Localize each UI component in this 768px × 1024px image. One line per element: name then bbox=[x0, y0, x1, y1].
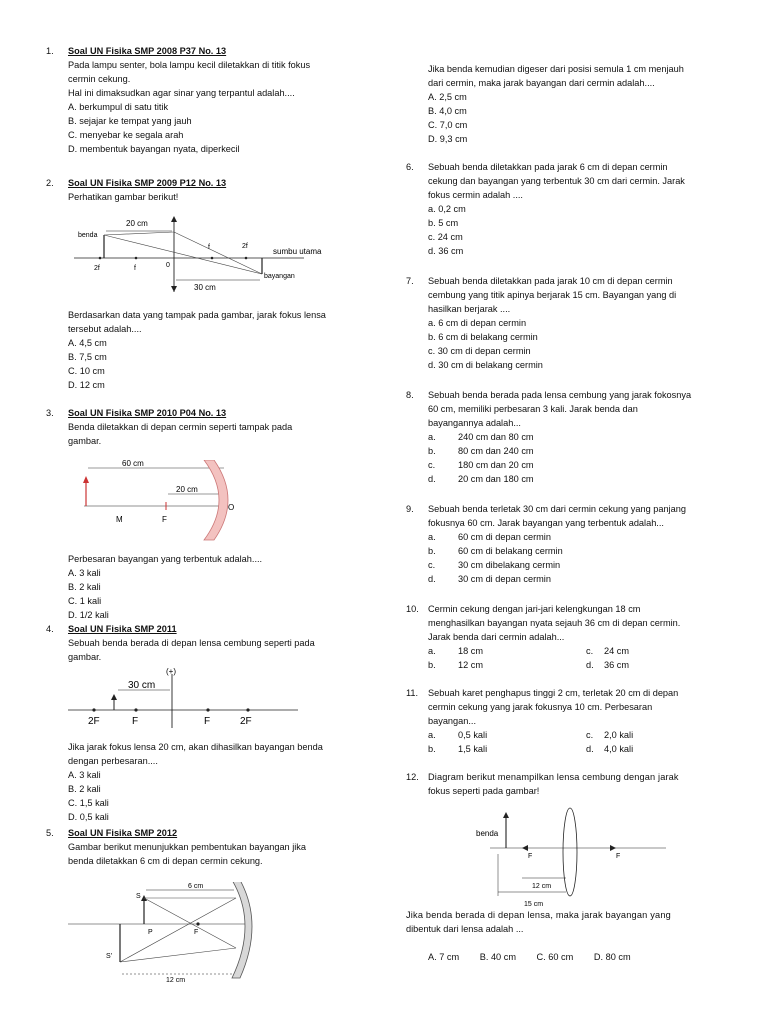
question-text: menghasilkan bayangan nyata sejauh 36 cm di depan cermin. bbox=[428, 618, 681, 628]
vertex-label: O bbox=[228, 503, 235, 512]
question-text: Sebuah benda diletakkan pada jarak 10 cm di depan cermin bbox=[428, 276, 673, 286]
option-text: 240 cm dan 80 cm bbox=[458, 432, 534, 442]
option-c bbox=[428, 558, 686, 572]
option-d bbox=[428, 472, 691, 486]
distance-label: 20 cm bbox=[126, 219, 148, 228]
option-letter: d. bbox=[586, 744, 594, 754]
option-text: 30 cm di depan cermin bbox=[458, 574, 551, 584]
question-text: tersebut adalah.... bbox=[68, 324, 142, 334]
option-b: B. 2 kali bbox=[68, 784, 101, 794]
option-c: C. 1,5 kali bbox=[68, 798, 109, 808]
question-text: Benda diletakkan di depan cermin seperti tampak pada bbox=[68, 422, 293, 432]
axis-label: sumbu utama bbox=[273, 247, 322, 256]
option-a: a. 6 cm di depan cermin bbox=[428, 318, 527, 328]
option-text: 1,5 kali bbox=[458, 744, 488, 754]
option-text: 180 cm dan 20 cm bbox=[458, 460, 534, 470]
option-d: D. membentuk bayangan nyata, diperkecil bbox=[68, 144, 240, 154]
question-text: Diagram berikut menampilkan lensa cembung dengan jarak bbox=[428, 772, 679, 782]
image-label: S' bbox=[106, 953, 113, 960]
question-text: 60 cm, memiliki perbesaran 3 kali. Jarak benda dan bbox=[428, 404, 638, 414]
option-text: 2,0 kali bbox=[604, 730, 634, 740]
question-number: 6. bbox=[406, 162, 414, 172]
question-text: Pada lampu senter, bola lampu kecil diletakkan di titik fokus bbox=[68, 60, 311, 70]
option-text: 0,5 kali bbox=[458, 730, 488, 740]
question-text: Cermin cekung dengan jari-jari kelengkungan 18 cm bbox=[428, 604, 641, 614]
option-b bbox=[428, 742, 586, 756]
question-text: fokus seperti pada gambar! bbox=[428, 786, 540, 796]
question-text: Perbesaran bayangan yang terbentuk adalah.... bbox=[68, 554, 263, 564]
focus-label: F bbox=[132, 716, 139, 727]
option-a: a. 0,2 cm bbox=[428, 204, 466, 214]
option-c bbox=[586, 646, 629, 656]
focus-label: F bbox=[528, 853, 533, 860]
question-text: benda diletakkan 6 cm di depan cermin cekung. bbox=[68, 856, 263, 866]
option-text: 36 cm bbox=[604, 660, 630, 670]
question-number: 2. bbox=[46, 178, 54, 188]
question-number: 11. bbox=[406, 688, 419, 698]
option-a bbox=[428, 430, 691, 444]
question-title: Soal UN Fisika SMP 2012 bbox=[68, 828, 178, 838]
option-d bbox=[586, 744, 633, 754]
option-letter: a. bbox=[428, 730, 436, 740]
center-label: M bbox=[116, 515, 123, 524]
option-letter: a. bbox=[428, 432, 436, 442]
option-a bbox=[428, 644, 586, 658]
lens-diagram-q4 bbox=[68, 666, 308, 728]
option-a: A. 4,5 cm bbox=[68, 338, 107, 348]
question-text: Gambar berikut menunjukkan pembentukan bayangan jika bbox=[68, 842, 307, 852]
question-text: dari cermin, maka jarak bayangan dari cermin adalah.... bbox=[428, 78, 655, 88]
option-text: 60 cm di belakang cermin bbox=[458, 546, 563, 556]
question-text: gambar. bbox=[68, 652, 102, 662]
option-text: 12 cm bbox=[458, 660, 484, 670]
2f-label: 2f bbox=[242, 243, 248, 250]
distance-label: 6 cm bbox=[188, 883, 204, 890]
question-text: Jarak benda dari cermin adalah... bbox=[428, 632, 565, 642]
focus-label: F bbox=[194, 929, 199, 936]
option-d: d. 36 cm bbox=[428, 246, 464, 256]
option-a bbox=[428, 530, 686, 544]
distance-label: 15 cm bbox=[524, 901, 544, 908]
convex-lens bbox=[563, 808, 577, 896]
question-text: fokusnya 60 cm. Jarak bayangan yang terbentuk adalah... bbox=[428, 518, 664, 528]
question-text: Jika benda kemudian digeser dari posisi semula 1 cm menjauh bbox=[428, 64, 684, 74]
question-text: Sebuah benda berada pada lensa cembung yang jarak fokosnya bbox=[428, 390, 692, 400]
option-d: D. 12 cm bbox=[68, 380, 105, 390]
option-text: 18 cm bbox=[458, 646, 484, 656]
question-title: Soal UN Fisika SMP 2009 P12 No. 13 bbox=[68, 178, 227, 188]
concave-mirror bbox=[232, 882, 252, 978]
lens-sign: (+) bbox=[166, 667, 176, 676]
option-c bbox=[428, 458, 691, 472]
focus-label: F bbox=[204, 716, 211, 727]
option-letter: b. bbox=[428, 744, 436, 754]
option-letter: c. bbox=[586, 646, 594, 656]
option-a: A. 7 cm bbox=[428, 952, 460, 962]
option-text: 4,0 kali bbox=[604, 744, 634, 754]
question-number: 4. bbox=[46, 624, 54, 634]
option-letter: d. bbox=[586, 660, 594, 670]
question-number: 12. bbox=[406, 772, 419, 782]
question-number: 9. bbox=[406, 504, 414, 514]
option-b: B. 40 cm bbox=[479, 952, 516, 962]
question-text: fokus cermin adalah .... bbox=[428, 190, 523, 200]
question-text: bayangannya adalah... bbox=[428, 418, 521, 428]
question-text: Sebuah benda diletakkan pada jarak 6 cm di depan cermin bbox=[428, 162, 668, 172]
option-c: C. 7,0 cm bbox=[428, 120, 468, 130]
mirror-diagram-q5 bbox=[68, 882, 278, 1016]
option-a bbox=[428, 728, 586, 742]
question-text: cermin cekung yang jarak fokusnya 10 cm. Perbesaran bbox=[428, 702, 653, 712]
option-b: b. 6 cm di belakang cermin bbox=[428, 332, 538, 342]
option-d: D. 80 cm bbox=[593, 952, 631, 962]
object-label: benda bbox=[476, 829, 499, 838]
lens-diagram-q12 bbox=[476, 806, 676, 910]
question-number: 1. bbox=[46, 46, 54, 56]
focus-label: f bbox=[208, 244, 210, 251]
question-title: Soal UN Fisika SMP 2010 P04 No. 13 bbox=[68, 408, 227, 418]
option-c: c. 30 cm di depan cermin bbox=[428, 346, 531, 356]
option-d: D. 0,5 kali bbox=[68, 812, 109, 822]
question-12-body bbox=[406, 908, 728, 964]
option-c bbox=[586, 730, 633, 740]
option-a: A. 2,5 cm bbox=[428, 92, 467, 102]
question-text: Berdasarkan data yang tampak pada gambar, jarak fokus lensa bbox=[68, 310, 326, 320]
option-a: A. 3 kali bbox=[68, 770, 101, 780]
option-text: 60 cm di depan cermin bbox=[458, 532, 551, 542]
question-text: Sebuah karet penghapus tinggi 2 cm, terletak 20 cm di depan bbox=[428, 688, 679, 698]
object-label: S bbox=[136, 893, 141, 900]
option-b: B. sejajar ke tempat yang jauh bbox=[68, 116, 192, 126]
option-letter: c. bbox=[428, 560, 436, 570]
option-b: b. 5 cm bbox=[428, 218, 459, 228]
question-number: 5. bbox=[46, 828, 54, 838]
lens-diagram-q2 bbox=[74, 212, 384, 292]
question-text: hasilkan berjarak .... bbox=[428, 304, 511, 314]
option-text: 20 cm dan 180 cm bbox=[458, 474, 534, 484]
image-label: bayangan bbox=[264, 273, 295, 280]
option-a: A. berkumpul di satu titik bbox=[68, 102, 169, 112]
question-title: Soal UN Fisika SMP 2008 P37 No. 13 bbox=[68, 46, 227, 56]
question-number: 3. bbox=[46, 408, 54, 418]
option-letter: d. bbox=[428, 574, 436, 584]
option-c: C. 60 cm bbox=[536, 952, 574, 962]
question-text: Jika jarak fokus lensa 20 cm, akan dihasilkan bayangan benda bbox=[68, 742, 323, 752]
question-text: Sebuah benda terletak 30 cm dari cermin cekung yang panjang bbox=[428, 504, 686, 514]
option-c: c. 24 cm bbox=[428, 232, 463, 242]
question-text: Perhatikan gambar berikut! bbox=[68, 192, 179, 202]
object-label: benda bbox=[78, 232, 98, 239]
origin-label: 0 bbox=[166, 262, 170, 269]
option-text: 80 cm dan 240 cm bbox=[458, 446, 534, 456]
question-text: gambar. bbox=[68, 436, 102, 446]
2f-label: 2f bbox=[94, 265, 100, 272]
option-d bbox=[586, 660, 629, 670]
question-number: 10. bbox=[406, 604, 419, 614]
question-text: dengan perbesaran.... bbox=[68, 756, 158, 766]
option-d bbox=[428, 572, 686, 586]
distance-label: 30 cm bbox=[194, 283, 216, 292]
center-label: P bbox=[148, 929, 153, 936]
option-d: D. 9,3 cm bbox=[428, 134, 468, 144]
option-d: D. 1/2 kali bbox=[68, 610, 109, 620]
option-text: 30 cm dibelakang cermin bbox=[458, 560, 561, 570]
question-text: dibentuk dari lensa adalah ... bbox=[406, 924, 524, 934]
question-text: cembung yang titik apinya berjarak 15 cm. Bayangan yang di bbox=[428, 290, 677, 300]
distance-label: 60 cm bbox=[122, 460, 144, 468]
2f-label: 2F bbox=[88, 716, 100, 727]
option-text: 24 cm bbox=[604, 646, 630, 656]
option-letter: d. bbox=[428, 474, 436, 484]
option-b: B. 4,0 cm bbox=[428, 106, 467, 116]
2f-label: 2F bbox=[240, 716, 252, 727]
focus-label: F bbox=[616, 853, 621, 860]
concave-mirror bbox=[204, 460, 228, 540]
option-b bbox=[428, 658, 586, 672]
question-number: 8. bbox=[406, 390, 414, 400]
focus-label: f bbox=[134, 265, 136, 272]
option-c: C. menyebar ke segala arah bbox=[68, 130, 184, 140]
question-text: cermin cekung. bbox=[68, 74, 131, 84]
option-b bbox=[428, 444, 691, 458]
mirror-diagram-q3 bbox=[76, 460, 286, 542]
question-text: Sebuah benda berada di depan lensa cembung seperti pada bbox=[68, 638, 315, 648]
option-b: B. 7,5 cm bbox=[68, 352, 107, 362]
option-a: A. 3 kali bbox=[68, 568, 101, 578]
question-text: cekung dan bayangan yang terbentuk 30 cm dari cermin. Jarak bbox=[428, 176, 685, 186]
question-number: 7. bbox=[406, 276, 414, 286]
focus-label: F bbox=[162, 515, 167, 524]
option-letter: a. bbox=[428, 532, 436, 542]
distance-label: 30 cm bbox=[128, 680, 156, 691]
question-text: Jika benda berada di depan lensa, maka jarak bayangan yang bbox=[406, 910, 671, 920]
distance-label: 20 cm bbox=[176, 485, 198, 494]
option-c: C. 1 kali bbox=[68, 596, 102, 606]
question-text: Hal ini dimaksudkan agar sinar yang terpantul adalah.... bbox=[68, 88, 295, 98]
option-letter: c. bbox=[586, 730, 594, 740]
option-letter: c. bbox=[428, 460, 436, 470]
distance-label: 12 cm bbox=[532, 883, 552, 890]
option-b: B. 2 kali bbox=[68, 582, 101, 592]
question-title: Soal UN Fisika SMP 2011 bbox=[68, 624, 177, 634]
option-letter: b. bbox=[428, 660, 436, 670]
question-text: bayangan... bbox=[428, 716, 477, 726]
distance-label: 12 cm bbox=[166, 977, 186, 984]
option-b bbox=[428, 544, 686, 558]
option-letter: a. bbox=[428, 646, 436, 656]
option-letter: b. bbox=[428, 446, 436, 456]
option-d: d. 30 cm di belakang cermin bbox=[428, 360, 543, 370]
option-letter: b. bbox=[428, 546, 436, 556]
option-c: C. 10 cm bbox=[68, 366, 105, 376]
